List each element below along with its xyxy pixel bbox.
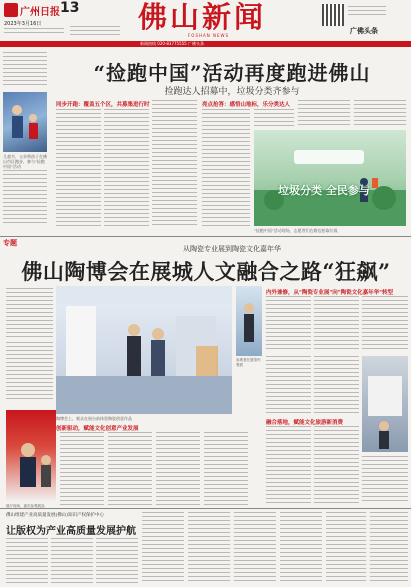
story2-sub-a: 内外兼修，从"陶瓷专业展"向"陶瓷文化嘉年华"转型 xyxy=(266,290,393,296)
story2-kicker: 从陶瓷专业展到陶瓷文化嘉年华 xyxy=(183,245,281,253)
masthead-rule xyxy=(0,41,411,47)
banner-slogan: 垃圾分类 全民参与 xyxy=(278,184,370,197)
qr-code-icon xyxy=(322,4,344,26)
page-number: 13 xyxy=(60,0,80,16)
sidebar-lead: 儿童节，父亲带孩子在佛山市区跑步，参与"捡跑中国"活动 xyxy=(3,154,47,169)
side-photo-caption: 参观者在展馆内观看 xyxy=(236,358,261,367)
section-divider xyxy=(0,236,411,237)
story3-kicker: 佛山组建产业高质量发展(佛山)知识产权保护中心 xyxy=(6,513,105,518)
photo-b-caption: 展厅现场，嘉宾参观展品 xyxy=(6,504,45,508)
story3-headline: 让版权为产业高质量发展护航 xyxy=(6,526,136,537)
paper-name: 广州日报 xyxy=(20,7,60,18)
page-title: 佛山新闻 xyxy=(138,0,267,34)
story2-photo-c xyxy=(362,356,408,452)
left-sidebar xyxy=(0,50,50,230)
story2-sub-c: 融合落地，赋能文化旅游新消费 xyxy=(266,420,344,426)
title-pinyin: FOSHAN NEWS xyxy=(188,33,230,38)
issue-date: 2023年3月16日 xyxy=(4,21,42,27)
story1-banner-photo xyxy=(254,130,406,226)
story2-headline: 佛山陶博会在展城人文融合之路“狂飙” xyxy=(21,259,391,284)
sidebar-photo xyxy=(3,92,47,152)
story2-photo-b xyxy=(6,410,56,502)
story1-section-b: 亮点抢答：感悟山地标，乐分类达人 xyxy=(202,102,291,108)
masthead xyxy=(0,0,411,40)
main-photo-caption: 陶博会上，观众在展台前体验陶瓷创意作品 xyxy=(56,416,132,421)
section-tag: 广佛头条 xyxy=(350,26,378,35)
story1-headline: “捡跑中国”活动再度跑进佛山 xyxy=(93,61,371,85)
bottom-divider xyxy=(0,508,411,509)
banner-caption: "捡跑中国"活动现场，志愿者们在路边拾取垃圾 xyxy=(254,228,338,233)
story1-section-a: 同步开跑：覆盖五个区，共募集进行时 xyxy=(56,102,150,108)
section-label: 专题 xyxy=(3,238,17,247)
story1-subhead: 捡跑达人招募中，垃圾分类齐参与 xyxy=(164,87,300,97)
story2-main-photo xyxy=(56,286,232,414)
paper-logo xyxy=(4,3,18,17)
contact-line: 新闻热线 020-83775555 广佛头条 xyxy=(140,41,204,46)
story2-side-photo xyxy=(236,286,262,356)
story2-sub-b: 创新驱动，赋能文化创意产业发展 xyxy=(56,426,139,432)
